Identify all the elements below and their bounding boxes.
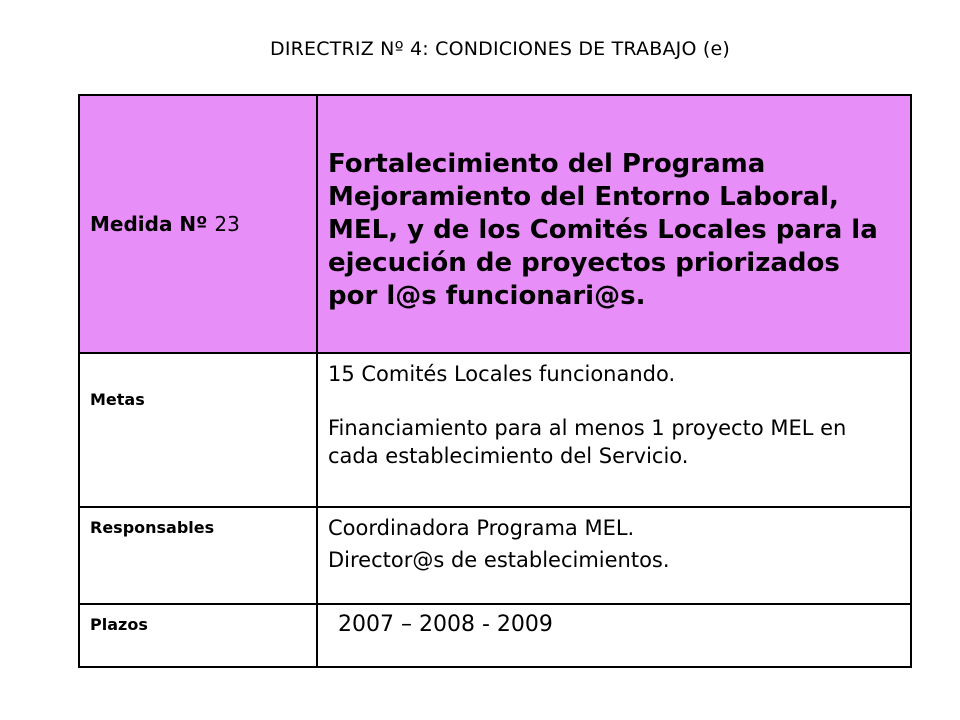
- table-row-responsables: [79, 507, 911, 604]
- table-row-metas: [79, 353, 911, 507]
- metas-label: Metas: [90, 390, 145, 409]
- plazos-value: 2007 – 2008 - 2009: [338, 612, 553, 637]
- responsables-label: Responsables: [90, 518, 215, 537]
- responsables-item: Coordinadora Programa MEL.: [328, 516, 635, 540]
- responsables-item: Director@s de establecimientos.: [328, 548, 670, 572]
- medida-number: 23: [214, 212, 240, 236]
- plazos-label: Plazos: [90, 615, 148, 634]
- plazos-label-cell: [79, 604, 317, 667]
- metas-value-cell: [317, 353, 911, 507]
- plazos-value-cell: [317, 604, 911, 667]
- medida-value-cell: [317, 95, 911, 353]
- medida-label: [80, 96, 316, 236]
- responsables-label-cell: [79, 507, 317, 604]
- directive-table: [78, 94, 912, 668]
- table-row-plazos: [79, 604, 911, 667]
- metas-label-cell: [79, 353, 317, 507]
- table-row-medida: [79, 95, 911, 353]
- metas-item: 15 Comités Locales funcionando.: [328, 362, 676, 386]
- medida-description: Fortalecimiento del Programa Mejoramiento del Entorno Laboral, MEL, y de los Comités Locales para la ejecución de proyectos priorizados por l@s funcionari@s.: [328, 149, 878, 311]
- medida-label-text: Medida Nº: [90, 212, 208, 236]
- medida-label-cell: [79, 95, 317, 353]
- metas-item: Financiamiento para al menos 1 proyecto MEL en cada establecimiento del Servicio.: [328, 416, 847, 468]
- responsables-value-cell: [317, 507, 911, 604]
- page-title: DIRECTRIZ Nº 4: CONDICIONES DE TRABAJO (e): [270, 38, 730, 60]
